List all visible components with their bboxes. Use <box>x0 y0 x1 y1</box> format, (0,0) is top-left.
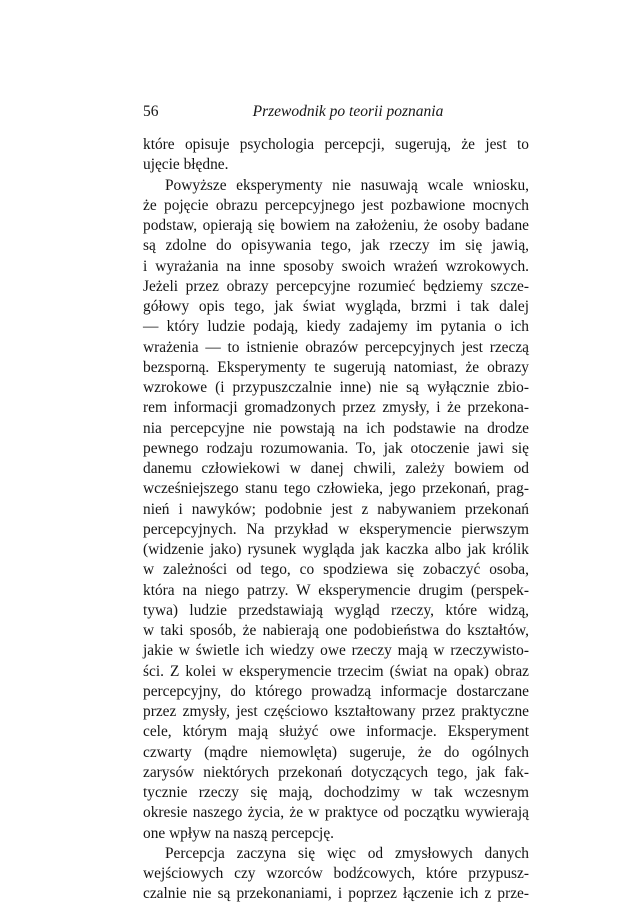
text-line: przez zmysły, jest częściowo kształtowany przez praktyczne <box>143 703 529 720</box>
text-line: cele, którym mają służyć owe informacje. Eksperyment <box>143 723 529 741</box>
body-text <box>143 135 529 905</box>
text-line: Jeżeli przez obrazy percepcyjne rozumieć będziemy szcze- <box>143 277 529 295</box>
text-line: percepcyjnych. Na przykład w eksperymencie pierwszym <box>143 520 529 538</box>
text-line: wrażenia — to istnienie obrazów percepcyjnych jest rzeczą <box>143 338 529 356</box>
text-line: i wyrażania na inne sposoby swoich wrażeń wzrokowych. <box>143 257 529 275</box>
text-line: Powyższe eksperymenty nie nasuwają wcale wniosku, <box>165 176 529 194</box>
paragraph <box>143 844 529 905</box>
paragraph <box>143 135 529 176</box>
text-line: podstaw, opierają się bowiem na założeniu, że osoby badane <box>143 217 529 234</box>
page-number: 56 <box>143 103 159 120</box>
text-line: jakie w świetle ich wiedzy owe rzeczy mają w rzeczywisto- <box>143 642 529 660</box>
text-line: w taki sposób, że nabierają one podobieństwa do kształtów, <box>143 622 529 639</box>
text-line: okresie naszego życia, że w praktyce od początku wywierają <box>143 804 529 822</box>
text-line: bezsporną. Eksperymenty te sugerują natomiast, że obrazy <box>143 358 529 376</box>
text-line: tycznie rzeczy się mają, dochodzimy w tak wczesnym <box>143 784 529 801</box>
text-line: zarysów niektórych przekonań dotyczących tego, jak fak- <box>143 763 529 781</box>
paragraph <box>143 176 529 844</box>
text-line: tywa) ludzie przedstawiają wygląd rzeczy, które widzą, <box>143 601 529 619</box>
text-line: Percepcja zaczyna się więc od zmysłowych danych <box>165 844 529 862</box>
running-title: Przewodnik po teorii poznania <box>252 103 444 120</box>
text-line: ści. Z kolei w eksperymencie trzecim (świat na opak) obraz <box>143 662 529 680</box>
text-line: w zależności od tego, co spodziewa się zobaczyć osoba, <box>143 561 529 579</box>
text-line: nia percepcyjne nie powstają na ich podstawie na drodze <box>143 419 529 437</box>
text-line: danemu człowiekowi w danej chwili, zależy bowiem od <box>143 460 529 477</box>
text-line: czwarty (mądre niemowlęta) sugeruje, że do ogólnych <box>143 743 529 761</box>
text-line: ujęcie błędne. <box>143 156 229 174</box>
text-line: (widzenie jako) rysunek wygląda jak kaczka albo jak królik <box>143 541 529 558</box>
text-line: one wpływ na naszą percepcję. <box>143 824 335 842</box>
text-line: wzrokowe (i przypuszczalnie inne) nie są wyłącznie zbio- <box>143 379 529 396</box>
text-line: wejściowych czy wzorców bodźcowych, które przypusz- <box>143 865 529 882</box>
text-line: rem informacji gromadzonych przez zmysły, i że przekona- <box>143 399 529 417</box>
page-header <box>143 102 531 122</box>
text-line: — który ludzie podają, kiedy zadajemy im pytania o ich <box>143 318 529 336</box>
text-line: nień i nawyków; podobnie jest z nabywaniem przekonań <box>143 500 529 518</box>
text-line: percepcyjny, do którego prowadzą informacje dostarczane <box>143 682 529 700</box>
text-line: są zdolne do opisywania tego, jak rzeczy im się jawią, <box>143 237 529 255</box>
text-line: które opisuje psychologia percepcji, sugerują, że jest to <box>143 136 529 153</box>
text-line: gółowy opis tego, jak świat wygląda, brzmi i tak dalej <box>143 298 529 315</box>
text-line: czalnie nie są przekonaniami, i poprzez łączenie ich z prze- <box>143 885 529 903</box>
text-line: która na niego patrzy. W eksperymencie drugim (perspek- <box>143 581 529 599</box>
text-line: że pojęcie obrazu percepcyjnego jest pozbawione mocnych <box>143 196 529 214</box>
text-line: wcześniejszego stanu tego człowieka, jego przekonań, prag- <box>143 480 529 498</box>
text-line: pewnego rodzaju rozumowania. To, jak otoczenie jawi się <box>143 439 529 457</box>
